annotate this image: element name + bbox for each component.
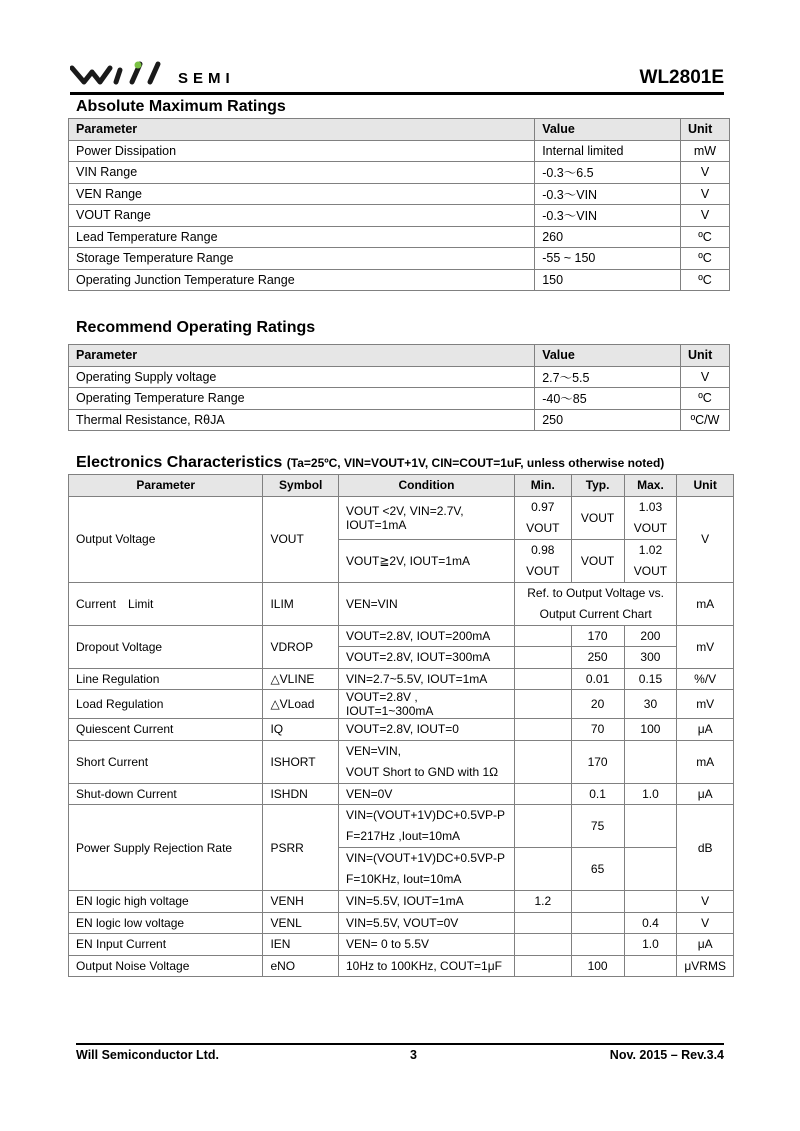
ref-line-1: Ref. to Output Voltage vs. bbox=[527, 585, 665, 600]
row-condition bbox=[339, 805, 515, 848]
row-typ: 0.1 bbox=[571, 783, 624, 805]
elec-title-text: Electronics Characteristics bbox=[76, 454, 283, 471]
row-param: Quiescent Current bbox=[69, 719, 263, 741]
row-typ: 20 bbox=[571, 690, 624, 719]
row-min bbox=[514, 496, 571, 539]
ref-line-2: Output Current Chart bbox=[539, 606, 652, 621]
row-max bbox=[624, 496, 677, 539]
footer-revision: Nov. 2015 – Rev.3.4 bbox=[609, 1048, 724, 1062]
min-value: 0.98 bbox=[531, 542, 555, 557]
brand-text: SEMI bbox=[178, 70, 235, 87]
row-max: 0.4 bbox=[624, 912, 677, 934]
cond-line-2: VOUT Short to GND with 1Ω bbox=[346, 764, 499, 779]
table-row bbox=[69, 366, 730, 388]
table-row bbox=[69, 162, 730, 184]
row-min bbox=[514, 783, 571, 805]
row-typ: 75 bbox=[571, 805, 624, 848]
row-param: EN logic high voltage bbox=[69, 891, 263, 913]
row-param: Lead Temperature Range bbox=[69, 226, 535, 248]
row-symbol: VDROP bbox=[263, 625, 339, 668]
row-min bbox=[514, 912, 571, 934]
row-value: 2.7～5.5 bbox=[535, 366, 681, 388]
header-min: Min. bbox=[514, 475, 571, 497]
row-unit: mV bbox=[677, 625, 734, 668]
table-row bbox=[69, 183, 730, 205]
table-row bbox=[69, 625, 734, 647]
table-row bbox=[69, 668, 734, 690]
row-unit: μA bbox=[677, 783, 734, 805]
row-min bbox=[514, 740, 571, 783]
row-param: Load Regulation bbox=[69, 690, 263, 719]
row-max bbox=[624, 539, 677, 582]
row-min bbox=[514, 719, 571, 741]
row-condition: VOUT=2.8V, IOUT=200mA bbox=[339, 625, 515, 647]
row-param: Operating Junction Temperature Range bbox=[69, 269, 535, 291]
row-min bbox=[514, 539, 571, 582]
max-unit: VOUT bbox=[633, 520, 668, 535]
row-min bbox=[514, 625, 571, 647]
table-header-row bbox=[69, 345, 730, 367]
row-typ: 70 bbox=[571, 719, 624, 741]
table-row bbox=[69, 912, 734, 934]
row-typ bbox=[571, 891, 624, 913]
row-unit: V bbox=[681, 366, 730, 388]
row-symbol: IEN bbox=[263, 934, 339, 956]
row-param: Dropout Voltage bbox=[69, 625, 263, 668]
row-unit: %/V bbox=[677, 668, 734, 690]
row-value: Internal limited bbox=[535, 140, 681, 162]
row-param: VEN Range bbox=[69, 183, 535, 205]
row-symbol: ISHORT bbox=[263, 740, 339, 783]
row-unit: V bbox=[681, 183, 730, 205]
row-condition: VOUT <2V, VIN=2.7V, IOUT=1mA bbox=[339, 496, 515, 539]
header-symbol: Symbol bbox=[263, 475, 339, 497]
header-unit: Unit bbox=[681, 345, 730, 367]
row-max: 30 bbox=[624, 690, 677, 719]
table-row bbox=[69, 891, 734, 913]
row-param: Thermal Resistance, RθJA bbox=[69, 409, 535, 431]
table-row bbox=[69, 719, 734, 741]
row-typ bbox=[571, 934, 624, 956]
row-symbol: ISHDN bbox=[263, 783, 339, 805]
row-unit: μVRMS bbox=[677, 955, 734, 977]
table-row bbox=[69, 205, 730, 227]
header-max: Max. bbox=[624, 475, 677, 497]
row-unit: dB bbox=[677, 805, 734, 891]
row-symbol: △VLoad bbox=[263, 690, 339, 719]
row-unit: mA bbox=[677, 582, 734, 625]
row-unit: mV bbox=[677, 690, 734, 719]
row-param: EN logic low voltage bbox=[69, 912, 263, 934]
row-condition bbox=[339, 740, 515, 783]
table-row bbox=[69, 690, 734, 719]
max-value: 1.03 bbox=[638, 499, 663, 514]
row-typ: 65 bbox=[571, 848, 624, 891]
row-condition: VIN=5.5V, IOUT=1mA bbox=[339, 891, 515, 913]
row-symbol: VENH bbox=[263, 891, 339, 913]
row-unit: ºC bbox=[681, 269, 730, 291]
part-number: WL2801E bbox=[639, 67, 724, 88]
abs-max-title: Absolute Maximum Ratings bbox=[76, 98, 286, 115]
row-unit: V bbox=[677, 912, 734, 934]
row-typ: 250 bbox=[571, 647, 624, 669]
row-value: 260 bbox=[535, 226, 681, 248]
row-unit: V bbox=[681, 205, 730, 227]
table-row bbox=[69, 496, 734, 539]
row-symbol: PSRR bbox=[263, 805, 339, 891]
max-unit: VOUT bbox=[633, 563, 668, 578]
row-unit: mW bbox=[681, 140, 730, 162]
row-typ: 100 bbox=[571, 955, 624, 977]
row-param: EN Input Current bbox=[69, 934, 263, 956]
header-parameter: Parameter bbox=[69, 475, 263, 497]
row-param: Operating Supply voltage bbox=[69, 366, 535, 388]
row-condition: VEN=VIN bbox=[339, 582, 515, 625]
row-condition: VOUT=2.8V , IOUT=1~300mA bbox=[339, 690, 515, 719]
row-value: 150 bbox=[535, 269, 681, 291]
row-min bbox=[514, 647, 571, 669]
table-header-row bbox=[69, 475, 734, 497]
row-param: Power Dissipation bbox=[69, 140, 535, 162]
row-symbol: ILIM bbox=[263, 582, 339, 625]
row-unit: V bbox=[677, 891, 734, 913]
min-unit: VOUT bbox=[526, 520, 560, 535]
table-row bbox=[69, 582, 734, 625]
row-min bbox=[514, 955, 571, 977]
row-max bbox=[624, 848, 677, 891]
row-unit: mA bbox=[677, 740, 734, 783]
elec-conditions: (Ta=25ºC, VIN=VOUT+1V, CIN=COUT=1uF, unless otherwise noted) bbox=[286, 456, 665, 470]
row-param: VOUT Range bbox=[69, 205, 535, 227]
row-symbol: VOUT bbox=[263, 496, 339, 582]
row-typ: VOUT bbox=[571, 496, 624, 539]
row-unit: ºC bbox=[681, 248, 730, 270]
row-symbol: △VLINE bbox=[263, 668, 339, 690]
header-condition: Condition bbox=[339, 475, 515, 497]
header-divider bbox=[70, 92, 724, 95]
row-param: Current Limit bbox=[69, 582, 263, 625]
row-param: Power Supply Rejection Rate bbox=[69, 805, 263, 891]
row-min: 1.2 bbox=[514, 891, 571, 913]
row-max: 0.15 bbox=[624, 668, 677, 690]
row-param: Storage Temperature Range bbox=[69, 248, 535, 270]
row-condition: VEN= 0 to 5.5V bbox=[339, 934, 515, 956]
row-unit: V bbox=[681, 162, 730, 184]
cond-line-1: VIN=(VOUT+1V)DC+0.5VP-P bbox=[346, 808, 506, 822]
table-row bbox=[69, 783, 734, 805]
header-unit: Unit bbox=[677, 475, 734, 497]
row-param: Output Noise Voltage bbox=[69, 955, 263, 977]
min-value: 0.97 bbox=[531, 499, 555, 514]
row-max: 100 bbox=[624, 719, 677, 741]
table-row bbox=[69, 388, 730, 410]
elec-title bbox=[76, 454, 664, 472]
header-parameter: Parameter bbox=[69, 345, 535, 367]
row-max bbox=[624, 805, 677, 848]
min-unit: VOUT bbox=[526, 563, 560, 578]
cond-line-2: F=217Hz ,Iout=10mA bbox=[346, 829, 461, 843]
row-max bbox=[624, 891, 677, 913]
row-param: Short Current bbox=[69, 740, 263, 783]
row-condition: VOUT=2.8V, IOUT=300mA bbox=[339, 647, 515, 669]
row-condition bbox=[339, 848, 515, 891]
header-typ: Typ. bbox=[571, 475, 624, 497]
row-max bbox=[624, 955, 677, 977]
row-typ: 0.01 bbox=[571, 668, 624, 690]
row-value: -55 ~ 150 bbox=[535, 248, 681, 270]
cond-line-2: F=10KHz, Iout=10mA bbox=[346, 872, 462, 886]
row-max: 1.0 bbox=[624, 934, 677, 956]
header-parameter: Parameter bbox=[69, 119, 535, 141]
row-min bbox=[514, 805, 571, 848]
max-value: 1.02 bbox=[638, 542, 663, 557]
row-condition: VEN=0V bbox=[339, 783, 515, 805]
table-row bbox=[69, 934, 734, 956]
row-param: Line Regulation bbox=[69, 668, 263, 690]
cond-line-1: VIN=(VOUT+1V)DC+0.5VP-P bbox=[346, 851, 506, 865]
table-row bbox=[69, 409, 730, 431]
elec-table bbox=[68, 474, 734, 977]
row-unit: μA bbox=[677, 934, 734, 956]
row-unit: V bbox=[677, 496, 734, 582]
table-row bbox=[69, 269, 730, 291]
row-param: Operating Temperature Range bbox=[69, 388, 535, 410]
row-condition: VIN=2.7~5.5V, IOUT=1mA bbox=[339, 668, 515, 690]
row-unit: μA bbox=[677, 719, 734, 741]
row-condition: 10Hz to 100KHz, COUT=1μF bbox=[339, 955, 515, 977]
row-typ: VOUT bbox=[571, 539, 624, 582]
table-row bbox=[69, 226, 730, 248]
row-max: 1.0 bbox=[624, 783, 677, 805]
will-logo-mark bbox=[70, 60, 170, 90]
row-typ: 170 bbox=[571, 625, 624, 647]
company-logo bbox=[70, 60, 270, 90]
row-condition: VIN=5.5V, VOUT=0V bbox=[339, 912, 515, 934]
row-condition: VOUT=2.8V, IOUT=0 bbox=[339, 719, 515, 741]
row-min bbox=[514, 848, 571, 891]
row-symbol: IQ bbox=[263, 719, 339, 741]
row-param: Output Voltage bbox=[69, 496, 263, 582]
abs-max-table bbox=[68, 118, 730, 291]
footer-page-number: 3 bbox=[410, 1048, 417, 1062]
row-value: -40～85 bbox=[535, 388, 681, 410]
row-value: -0.3～VIN bbox=[535, 183, 681, 205]
table-header-row bbox=[69, 119, 730, 141]
row-min bbox=[514, 934, 571, 956]
row-value: -0.3～6.5 bbox=[535, 162, 681, 184]
row-typ: 170 bbox=[571, 740, 624, 783]
row-param: Shut-down Current bbox=[69, 783, 263, 805]
table-row bbox=[69, 740, 734, 783]
row-min bbox=[514, 668, 571, 690]
row-unit: ºC bbox=[681, 226, 730, 248]
header-value: Value bbox=[535, 345, 681, 367]
cond-line-1: VEN=VIN, bbox=[346, 743, 402, 758]
footer-divider bbox=[76, 1043, 724, 1045]
row-symbol: eNO bbox=[263, 955, 339, 977]
row-typ bbox=[571, 912, 624, 934]
header-unit: Unit bbox=[681, 119, 730, 141]
row-value: 250 bbox=[535, 409, 681, 431]
row-param: VIN Range bbox=[69, 162, 535, 184]
row-unit: ºC/W bbox=[681, 409, 730, 431]
table-row bbox=[69, 955, 734, 977]
row-ref-note bbox=[514, 582, 676, 625]
row-max: 300 bbox=[624, 647, 677, 669]
table-row bbox=[69, 248, 730, 270]
header-value: Value bbox=[535, 119, 681, 141]
footer-company: Will Semiconductor Ltd. bbox=[76, 1048, 219, 1062]
row-condition: VOUT≧2V, IOUT=1mA bbox=[339, 539, 515, 582]
row-symbol: VENL bbox=[263, 912, 339, 934]
table-row bbox=[69, 140, 730, 162]
row-max bbox=[624, 740, 677, 783]
row-max: 200 bbox=[624, 625, 677, 647]
rec-op-table bbox=[68, 344, 730, 431]
table-row bbox=[69, 805, 734, 848]
row-value: -0.3～VIN bbox=[535, 205, 681, 227]
rec-op-title: Recommend Operating Ratings bbox=[76, 319, 316, 336]
row-min bbox=[514, 690, 571, 719]
row-unit: ºC bbox=[681, 388, 730, 410]
